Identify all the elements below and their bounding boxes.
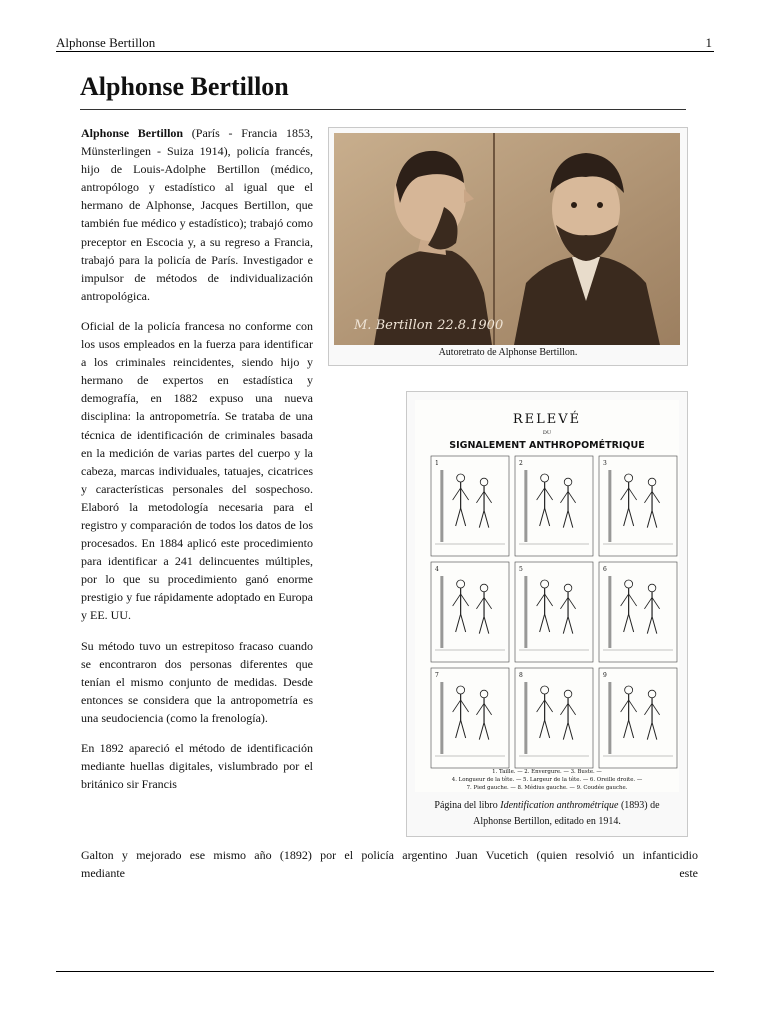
caption-text-post: (1893) de xyxy=(618,800,660,811)
panel-number: 7 xyxy=(435,672,439,679)
anthropometric-plate[interactable] xyxy=(415,400,679,792)
panel-number: 1 xyxy=(435,460,439,467)
plate-panel-5 xyxy=(515,562,593,662)
portrait-caption: Autoretrato de Alphonse Bertillon. xyxy=(438,347,578,358)
caption-text-pre: Página del libro xyxy=(434,800,501,811)
plate-subtitle: SIGNALEMENT ANTHROPOMÉTRIQUE xyxy=(449,440,645,451)
plate-panel-8 xyxy=(515,668,593,768)
page-number: 1 xyxy=(705,35,712,50)
article-title: Alphonse Bertillon xyxy=(80,72,686,110)
plate-panel-9 xyxy=(599,668,677,768)
article-body-column xyxy=(81,124,313,793)
portrait-figure xyxy=(328,127,688,366)
running-header xyxy=(56,33,714,52)
plate-panel-2 xyxy=(515,456,593,556)
panel-number: 9 xyxy=(603,672,607,679)
paragraph-3: Su método tuvo un estrepitoso fracaso cuando se encontraron dos personas diferentes que tenían el mismo conjunto de medidas. Desde entonces se considera que la antropometría es una seudociencia (como la frenología). xyxy=(81,638,313,725)
portrait-photo[interactable] xyxy=(334,133,680,345)
panel-number: 5 xyxy=(519,566,523,573)
last-line-word-a: mediante xyxy=(81,866,125,880)
header-title: Alphonse Bertillon xyxy=(56,35,156,50)
plate-caption-line-2: Alphonse Bertillon, editado en 1914. xyxy=(473,816,621,827)
plate-caption xyxy=(407,798,687,830)
portrait-illustration xyxy=(334,133,680,345)
subject-name[interactable]: Alphonse Bertillon xyxy=(81,126,184,140)
paragraph-4-wide-line xyxy=(81,846,698,864)
plate-caption-line-1 xyxy=(407,798,687,814)
panel-number: 8 xyxy=(519,672,523,679)
plate-illustration xyxy=(415,400,679,792)
plate-panel-4 xyxy=(431,562,509,662)
paragraph-1 xyxy=(81,124,313,305)
paragraph-4-wide-text: Galton y mejorado ese mismo año (1892) por el policía argentino Juan Vucetich (quien resolvió un infanticidio xyxy=(81,848,698,862)
panel-number: 3 xyxy=(603,460,607,467)
paragraph-2: Oficial de la policía francesa no conforme con los usos empleados en la fuerza para identificar a los criminales reincidentes, siendo hijo y hermano de expertos en estadística y demografía, en 1882 expuso una nueva disciplina: la antropometría. Se trataba de una técnica de identificación de criminales basada en la medición de varias partes del cuerpo y la cabeza, marcas individuales, tatuajes, cicatrices y características personales del sospechoso. Elaboró la metodología necesaria para el registro y comparación de todos los datos de los procesados. En 1884 aplicó este procedimiento para identificar a 241 delincuentes múltiples, por lo que su procedimiento ganó enorme prestigio y fue rápidamente adoptado en Europa y EE. UU. xyxy=(81,318,313,623)
plate-panel-7 xyxy=(431,668,509,768)
plate-panel-1 xyxy=(431,456,509,556)
plate-legend-2: 4. Longueur de la tête. — 5. Largeur de la tête. — 6. Oreille droite. — xyxy=(451,777,643,783)
photo-signature: M. Bertillon 22.8.1900 xyxy=(354,318,504,333)
plate-legend-1: 1. Taille. — 2. Envergure. — 3. Buste. — xyxy=(492,769,602,775)
panel-number: 6 xyxy=(603,566,607,573)
footer-rule xyxy=(56,971,714,972)
paragraph-4-last-line xyxy=(81,864,698,882)
paragraph-1-text: (París - Francia 1853, Münsterlingen - Suiza 1914), policía francés, hijo de Louis-Adolphe Bertillon (médico, antropólogo y estadístico al igual que el hermano de Alphonse, Jacques Bertillon, que también fue médico y estadístico); trabajó como preceptor en Escocia y, a su regreso a Francia, trabajó para la policía de París. Investigador e impulsor de métodos de individualización antropológica. xyxy=(81,126,313,303)
plate-title: RELEVÉ xyxy=(512,412,582,427)
panel-number: 4 xyxy=(435,566,439,573)
plate-du: DU xyxy=(542,430,552,436)
plate-figure xyxy=(406,391,688,837)
plate-panel-6 xyxy=(599,562,677,662)
last-line-word-b: este xyxy=(679,866,698,880)
panel-number: 2 xyxy=(519,460,523,467)
paragraph-4: En 1892 apareció el método de identificación mediante huellas digitales, vislumbrado por el británico sir Francis xyxy=(81,741,313,792)
plate-panels xyxy=(431,456,677,768)
plate-legend-3: 7. Pied gauche. — 8. Médius gauche. — 9. Coudée gauche. xyxy=(466,785,628,791)
plate-panel-3 xyxy=(599,456,677,556)
caption-book-title: Identification anthrométrique xyxy=(500,800,619,811)
